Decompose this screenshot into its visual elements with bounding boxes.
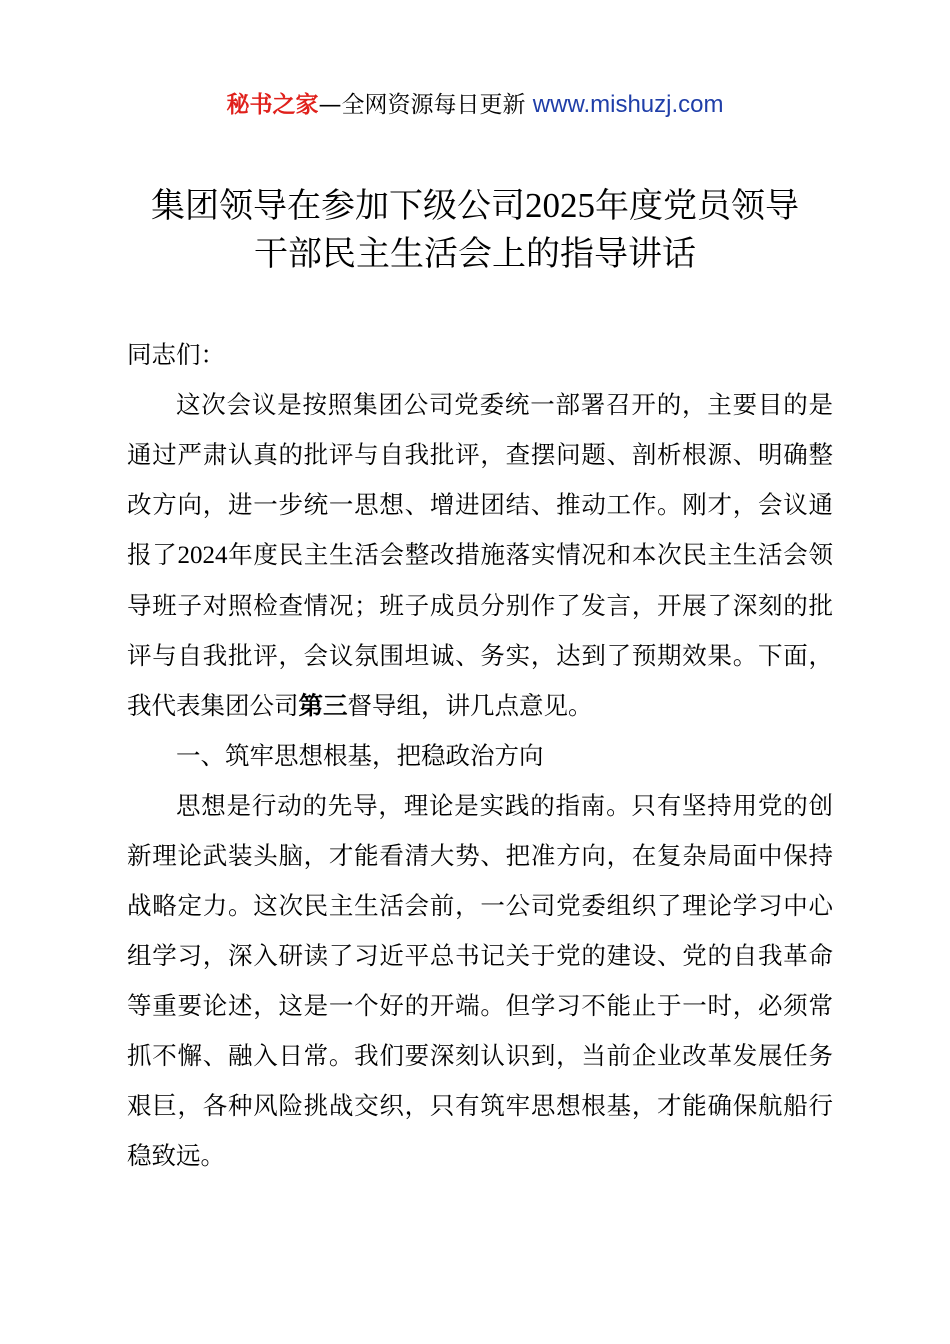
document-title (60, 182, 890, 278)
site-url-link[interactable]: www.mishuzj.com (532, 91, 724, 118)
paragraph-intro-part-3: 督导组，讲几点意见。 (347, 691, 593, 720)
site-header (0, 88, 950, 122)
paragraph-intro-part-2: 年度民主生活会整改措施落实情况和本次民主生活会领导班子对照检查情况；班子成员分别作了发言，开展了深刻的批评与自我批评，会议氛围坦诚、务实，达到了预期效果。下面，我代表集团公司 (127, 540, 834, 720)
paragraph-intro-part-1: 这次会议是按照集团公司党委统一部署召开的，主要目的是通过严肃认真的批评与自我批评，查摆问题、剖析根源、明确整改方向，进一步统一思想、增进团结、推动工作。刚才，会议通报了 (127, 390, 833, 569)
section-heading-1: 一、筑牢思想根基，把稳政治方向 (176, 741, 544, 770)
brand-name: 秘书之家 (226, 92, 319, 118)
title-line-1-suffix: 年度党员领导 (595, 186, 799, 226)
header-slogan: —全网资源每日更新 (318, 92, 526, 118)
title-line-2: 干部民主生活会上的指导讲话 (254, 234, 696, 274)
title-line-1 (60, 182, 890, 230)
paragraph-intro-year: 2024 (177, 542, 228, 569)
paragraph-intro-bold: 第三 (298, 691, 348, 720)
paragraph-section-1: 思想是行动的先导，理论是实践的指南。只有坚持用党的创新理论武装头脑，才能看清大势、把准方向，在复杂局面中保持战略定力。这次民主生活会前，一公司党委组织了理论学习中心组学习，深入研读了习近平总书记关于党的建设、党的自我革命等重要论述，这是一个好的开端。但学习不能止于一时，必须常抓不懈、融入日常。我们要深刻认识到，当前企业改革发展任务艰巨，各种风险挑战交织，只有筑牢思想根基，才能确保航船行稳致远。 (127, 791, 833, 1170)
document-body (127, 330, 833, 1181)
title-year: 2025 (525, 186, 595, 225)
title-line-1-prefix: 集团领导在参加下级公司 (151, 186, 525, 226)
salutation: 同志们： (127, 340, 225, 369)
paragraph-intro (127, 380, 833, 731)
